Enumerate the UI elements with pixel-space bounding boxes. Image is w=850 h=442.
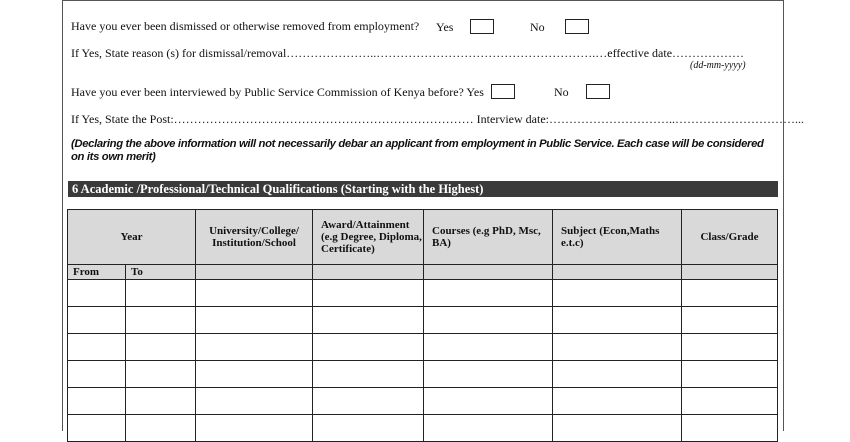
cell-course[interactable] [424, 361, 553, 388]
psc-question: Have you ever been interviewed by Public Service Commission of Kenya before? Yes [71, 85, 484, 99]
cell-award[interactable] [313, 388, 424, 415]
dismissal-yes-checkbox[interactable] [470, 19, 494, 34]
dismissal-no-label: No [530, 20, 545, 34]
cell-grade[interactable] [682, 280, 778, 307]
cell-award[interactable] [313, 334, 424, 361]
cell-to[interactable] [126, 415, 196, 442]
header-subject: Subject (Econ,Maths e.t.c) [553, 210, 682, 265]
cell-course[interactable] [424, 388, 553, 415]
cell-from[interactable] [68, 415, 126, 442]
cell-subject[interactable] [553, 415, 682, 442]
cell-to[interactable] [126, 334, 196, 361]
table-row [68, 307, 778, 334]
psc-post-field[interactable]: If Yes, State the Post:………………………………………………………………… Interview date:…………………………..…………………………... [71, 112, 804, 126]
section-6-title: 6 Academic /Professional/Technical Qualifications (Starting with the Highest) [68, 181, 778, 197]
cell-award[interactable] [313, 361, 424, 388]
cell-grade[interactable] [682, 388, 778, 415]
cell-from[interactable] [68, 307, 126, 334]
cell-award[interactable] [313, 415, 424, 442]
dismissal-question: Have you ever been dismissed or otherwise removed from employment? [71, 19, 420, 33]
header-university: University/College/ Institution/School [196, 210, 313, 265]
cell-subject[interactable] [553, 334, 682, 361]
cell-grade[interactable] [682, 415, 778, 442]
cell-institution[interactable] [196, 280, 313, 307]
cell-institution[interactable] [196, 361, 313, 388]
cell-to[interactable] [126, 280, 196, 307]
dismissal-no-checkbox[interactable] [565, 19, 589, 34]
cell-from[interactable] [68, 334, 126, 361]
subheader-blank [424, 265, 553, 280]
cell-subject[interactable] [553, 361, 682, 388]
dismissal-yes-label: Yes [436, 20, 454, 34]
table-row [68, 280, 778, 307]
table-header-row [68, 210, 778, 265]
header-year: Year [68, 210, 196, 265]
dismissal-reason-field[interactable]: If Yes, State reason (s) for dismissal/removal…………………..……………………………………………….…effective date……………… [71, 46, 745, 60]
cell-institution[interactable] [196, 415, 313, 442]
cell-institution[interactable] [196, 388, 313, 415]
cell-grade[interactable] [682, 307, 778, 334]
subheader-from: From [68, 265, 126, 280]
psc-no-checkbox[interactable] [586, 84, 610, 99]
cell-course[interactable] [424, 415, 553, 442]
cell-course[interactable] [424, 280, 553, 307]
cell-to[interactable] [126, 307, 196, 334]
cell-to[interactable] [126, 388, 196, 415]
cell-award[interactable] [313, 307, 424, 334]
table-row [68, 334, 778, 361]
header-class: Class/Grade [682, 210, 778, 265]
table-row [68, 415, 778, 442]
table-row [68, 361, 778, 388]
cell-institution[interactable] [196, 334, 313, 361]
cell-course[interactable] [424, 307, 553, 334]
table-row [68, 388, 778, 415]
cell-course[interactable] [424, 334, 553, 361]
cell-from[interactable] [68, 388, 126, 415]
cell-award[interactable] [313, 280, 424, 307]
psc-no-label: No [554, 85, 569, 99]
cell-from[interactable] [68, 361, 126, 388]
subheader-blank [682, 265, 778, 280]
cell-to[interactable] [126, 361, 196, 388]
table-subheader-row [68, 265, 778, 280]
subheader-blank [553, 265, 682, 280]
cell-grade[interactable] [682, 361, 778, 388]
cell-subject[interactable] [553, 388, 682, 415]
cell-subject[interactable] [553, 307, 682, 334]
cell-institution[interactable] [196, 307, 313, 334]
qualifications-table [67, 209, 778, 442]
declaration-note: (Declaring the above information will not necessarily debar an applicant from employment in Public Service. Each case will be considered on its own merit) [71, 138, 764, 163]
psc-yes-checkbox[interactable] [491, 84, 515, 99]
header-courses: Courses (e.g PhD, Msc, BA) [424, 210, 553, 265]
subheader-blank [196, 265, 313, 280]
date-format-hint: (dd-mm-yyyy) [690, 60, 746, 71]
subheader-blank [313, 265, 424, 280]
cell-subject[interactable] [553, 280, 682, 307]
cell-from[interactable] [68, 280, 126, 307]
cell-grade[interactable] [682, 334, 778, 361]
subheader-to: To [126, 265, 196, 280]
header-award: Award/Attainment (e.g Degree, Diploma, Certificate) [313, 210, 424, 265]
